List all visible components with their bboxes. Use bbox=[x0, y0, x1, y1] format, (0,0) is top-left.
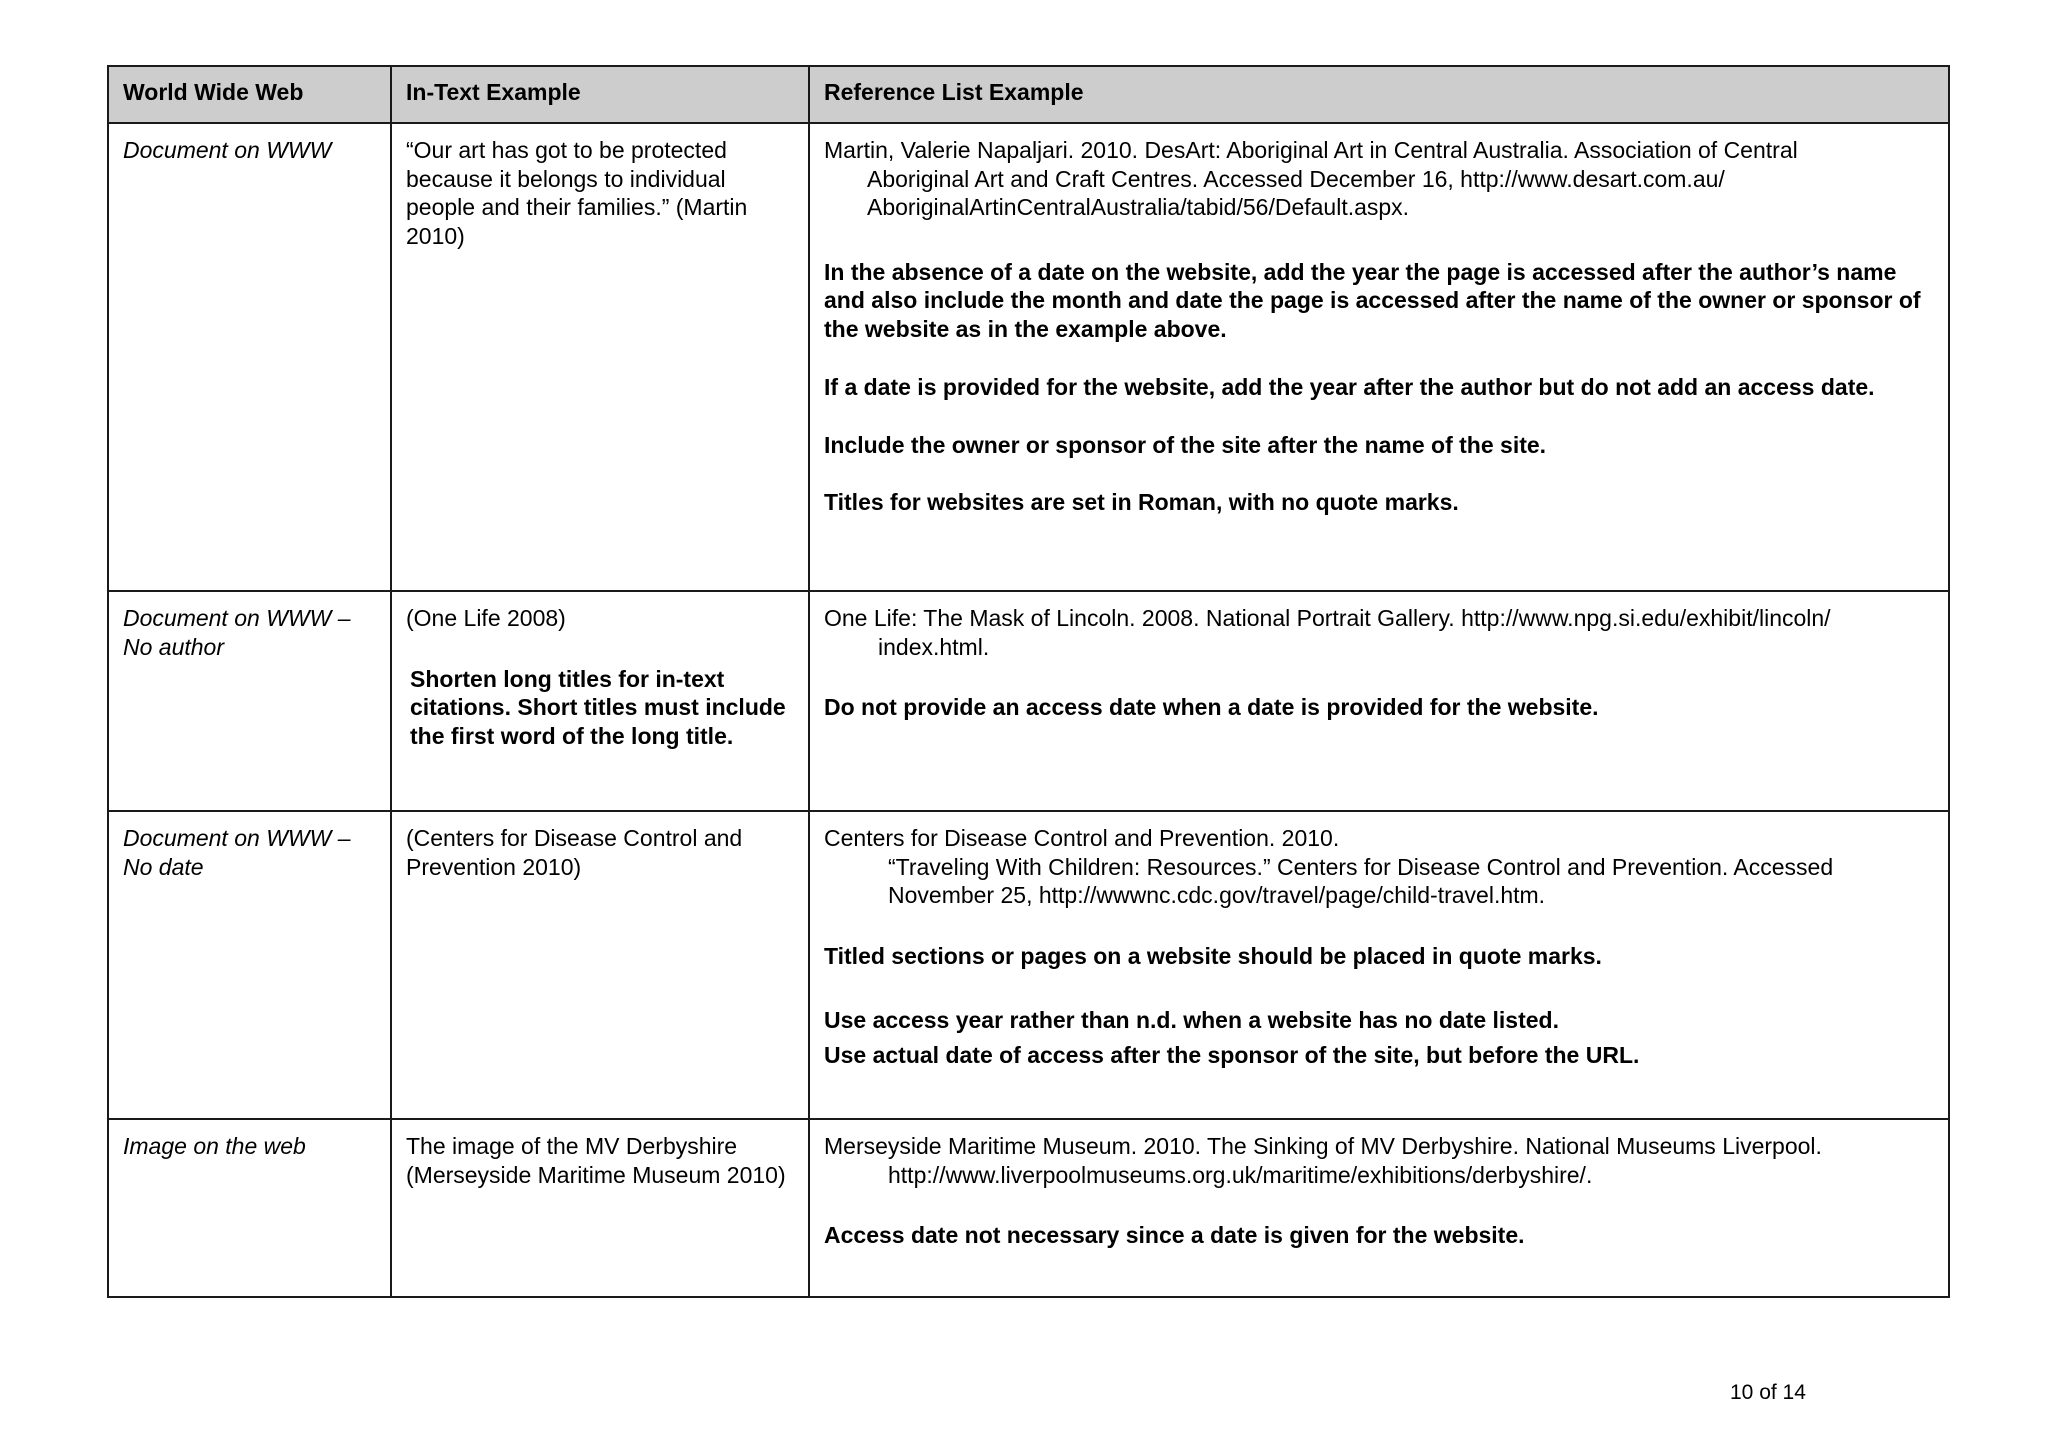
source-type-cell: Image on the web bbox=[108, 1119, 391, 1297]
guideline-note: Titled sections or pages on a website should be placed in quote marks. bbox=[824, 942, 1602, 969]
table-row bbox=[108, 123, 1949, 591]
reference-line: “Traveling With Children: Resources.” Centers for Disease Control and Prevention. Accessed bbox=[888, 853, 1834, 880]
reference-example-cell bbox=[809, 123, 1949, 591]
in-text-example-cell: The image of the MV Derbyshire (Merseyside Maritime Museum 2010) bbox=[391, 1119, 809, 1297]
reference-line: Aboriginal Art and Craft Centres. Accessed December 16, http://www.desart.com.au/ bbox=[867, 165, 1725, 192]
source-type-cell: Document on WWW bbox=[108, 123, 391, 591]
in-text-example-cell: (Centers for Disease Control and Prevention 2010) bbox=[391, 811, 809, 1119]
table-row bbox=[108, 811, 1949, 1119]
reference-example-cell bbox=[809, 591, 1949, 811]
reference-example-cell bbox=[809, 811, 1949, 1119]
page-number: 10 of 14 bbox=[1730, 1381, 1806, 1404]
guideline-note: Include the owner or sponsor of the site after the name of the site. bbox=[824, 432, 1547, 458]
reference-line: http://www.liverpoolmuseums.org.uk/maritime/exhibitions/derbyshire/. bbox=[888, 1161, 1593, 1188]
column-header-in-text: In-Text Example bbox=[391, 66, 809, 123]
table-row bbox=[108, 1119, 1949, 1297]
header-row bbox=[108, 66, 1949, 123]
reference-line: Centers for Disease Control and Prevention. 2010. bbox=[824, 825, 1340, 851]
guideline-note: Shorten long titles for in-text citations. Short titles must include the first word of the long title. bbox=[410, 665, 786, 749]
guideline-note: Titles for websites are set in Roman, with no quote marks. bbox=[824, 488, 1459, 515]
in-text-example-cell: “Our art has got to be protected because it belongs to individual people and their families.” (Martin 2010) bbox=[391, 123, 809, 591]
reference-line: Merseyside Maritime Museum. 2010. The Sinking of MV Derbyshire. National Museums Liverpool. bbox=[824, 1133, 1822, 1159]
reference-line: Martin, Valerie Napaljari. 2010. DesArt: Aboriginal Art in Central Australia. Association of Central bbox=[824, 137, 1798, 163]
in-text-example-cell bbox=[391, 591, 809, 811]
guideline-note: Use actual date of access after the sponsor of the site, but before the URL. bbox=[824, 1041, 1640, 1068]
guideline-note: Access date not necessary since a date is given for the website. bbox=[824, 1222, 1525, 1248]
column-header-type: World Wide Web bbox=[108, 66, 391, 123]
table-row bbox=[108, 591, 1949, 811]
guideline-note: Do not provide an access date when a date is provided for the website. bbox=[824, 694, 1599, 720]
source-type-cell: Document on WWW – No author bbox=[108, 591, 391, 811]
reference-line: AboriginalArtinCentralAustralia/tabid/56/Default.aspx. bbox=[867, 194, 1410, 220]
reference-example-cell bbox=[809, 1119, 1949, 1297]
reference-line: One Life: The Mask of Lincoln. 2008. National Portrait Gallery. http://www.npg.si.edu/exhibit/lincoln/ bbox=[824, 605, 1831, 631]
source-type-cell: Document on WWW – No date bbox=[108, 811, 391, 1119]
guideline-note: Use access year rather than n.d. when a website has no date listed. bbox=[824, 1007, 1559, 1033]
guideline-note: In the absence of a date on the website, add the year the page is accessed after the author’s name and also include the month and date the page is accessed after the name of the owner or sponsor of the website as in the example above. bbox=[824, 258, 1921, 342]
reference-line: November 25, http://wwwnc.cdc.gov/travel/page/child-travel.htm. bbox=[888, 882, 1546, 908]
in-text-citation: (One Life 2008) bbox=[406, 605, 566, 631]
column-header-reference: Reference List Example bbox=[809, 66, 1949, 123]
guideline-note: If a date is provided for the website, add the year after the author but do not add an access date. bbox=[824, 374, 1875, 400]
citation-table bbox=[107, 65, 1950, 1298]
reference-line: index.html. bbox=[878, 633, 990, 660]
